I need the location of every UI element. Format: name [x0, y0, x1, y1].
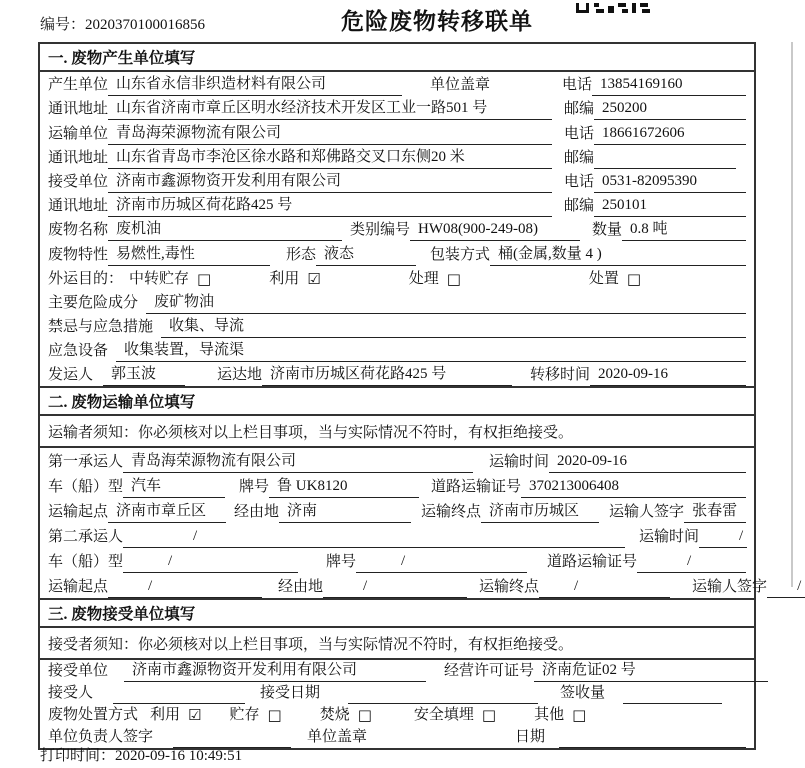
row-purpose: [40, 266, 754, 290]
receiver-value: 济南市鑫源物资开发利用有限公司: [124, 658, 426, 682]
carrier1-permit-value: 370213006408: [521, 478, 746, 498]
print-time: [40, 744, 242, 765]
purpose-option-label: 中转贮存: [129, 270, 190, 287]
receiver-label: 接受单位: [48, 663, 109, 680]
section3-title: 三. 废物接受单位填写: [40, 600, 754, 628]
date-value: [559, 745, 746, 748]
disposal-option-label: 利用: [150, 707, 181, 724]
date-label: 日期: [515, 729, 546, 746]
checkbox-other: □: [572, 706, 587, 725]
row-carrier1-route: [40, 498, 754, 523]
form-value: 液态: [316, 242, 416, 266]
carrier2-permit-value: /: [637, 553, 746, 573]
shipper-value: 郭玉波: [103, 362, 185, 386]
carrier-sign-label: 运输人签字: [609, 504, 685, 521]
road-permit-label: 道路运输证号: [431, 479, 522, 496]
packing-value: 桶(金属,数量 4 ): [490, 242, 746, 266]
carrier2-vehicle-value: /: [123, 553, 298, 573]
manager-sign-label: 单位负责人签字: [48, 729, 154, 746]
row-transporter-address: [40, 145, 754, 169]
checkbox-utilize: ☑: [188, 706, 202, 725]
carrier1-time-value: 2020-09-16: [549, 453, 746, 473]
carrier1-vehicle-value: 汽车: [123, 474, 225, 498]
row-equipment: [40, 338, 754, 362]
dest-value: 济南市历城区荷花路425 号: [262, 362, 512, 386]
section-producer: [40, 44, 754, 386]
carrier2-terminus-value: /: [539, 578, 670, 598]
receiver-value: 济南市鑫源物资开发利用有限公司: [108, 169, 552, 193]
section-transporter: [40, 386, 802, 598]
qr-code-icon: [576, 0, 654, 18]
quantity-label: 数量: [592, 222, 623, 239]
shipper-label: 发运人: [48, 367, 94, 384]
row-waste-character: [40, 241, 754, 265]
transporter-phone-value: 18661672606: [594, 125, 746, 145]
carrier1-terminus-value: 济南市历城区: [481, 499, 599, 523]
section2-title: 二. 废物运输单位填写: [40, 388, 754, 416]
checkbox-landfill: □: [481, 706, 497, 725]
serial-value: 2020370100016856: [85, 17, 206, 33]
checkbox-utilize: ☑: [307, 269, 321, 288]
purpose-option-label: 利用: [269, 270, 300, 287]
permit-label: 经营许可证号: [444, 663, 535, 680]
character-value: 易燃性,毒性: [108, 242, 270, 266]
disposal-option-label: 贮存: [229, 707, 260, 724]
carrier1-plate-value: 鲁 UK8120: [269, 474, 419, 498]
receiver-notice: 接受者须知：你必须核对以上栏目事项，当与实际情况不符时，有权拒绝接受。: [40, 628, 754, 660]
dest-label: 运达地: [217, 367, 263, 384]
checkbox-store: □: [267, 706, 282, 725]
purpose-option-label: 处理: [408, 270, 439, 287]
carrier1-via-value: 济南: [279, 499, 411, 523]
checkbox-treat: □: [446, 269, 461, 288]
row-carrier2-route: [40, 573, 802, 598]
row-carrier1: [40, 448, 754, 473]
row-hazard: [40, 290, 754, 314]
via-label: 经由地: [234, 504, 280, 521]
carrier2-time-value: /: [699, 528, 747, 548]
disposal-option-label: 安全填埋: [413, 707, 474, 724]
category-value: HW08(900-249-08): [410, 221, 580, 241]
row-receiver-address: [40, 193, 754, 217]
row-producer: [40, 72, 754, 96]
producer-label: 产生单位: [48, 77, 109, 94]
zip-label: 邮编: [564, 149, 595, 166]
hazard-value: 废矿物油: [146, 290, 746, 314]
plate-label: 牌号: [326, 554, 357, 571]
row-carrier2-vehicle: [40, 548, 754, 573]
category-label: 类别编号: [350, 222, 411, 239]
zip-label: 邮编: [564, 198, 595, 215]
phone-label: 电话: [564, 173, 595, 190]
road-permit-label: 道路运输证号: [547, 554, 638, 571]
row-producer-address: [40, 96, 754, 120]
recipient-label: 接受人: [48, 685, 94, 702]
carrier1-label: 第一承运人: [48, 454, 124, 471]
via-label: 经由地: [278, 579, 324, 596]
transporter-label: 运输单位: [48, 125, 109, 142]
receive-date-label: 接受日期: [260, 685, 321, 702]
disposal-label: 废物处置方式: [48, 707, 139, 724]
row-waste-name: [40, 217, 754, 241]
row-taboo: [40, 314, 754, 338]
hazard-label: 主要危险成分: [48, 294, 139, 311]
row-receiver: [40, 169, 754, 193]
checkbox-dispose: □: [626, 269, 642, 288]
carrier2-via-value: /: [323, 578, 467, 598]
seal-label: 单位盖章: [430, 77, 491, 94]
address-label: 通讯地址: [48, 101, 109, 118]
carrier1-value: 青岛海荣源物流有限公司: [123, 449, 473, 473]
form-label: 形态: [286, 246, 317, 263]
transporter-value: 青岛海荣源物流有限公司: [108, 121, 552, 145]
producer-address-value: 山东省济南市章丘区明水经济技术开发区工业一路501 号: [108, 96, 552, 120]
permit-value: 济南危证02 号: [534, 658, 768, 682]
transfer-time-label: 转移时间: [530, 367, 591, 384]
checkbox-incinerate: □: [357, 706, 372, 725]
row-carrier2: [40, 523, 754, 548]
carrier2-plate-value: /: [356, 553, 527, 573]
purpose-label: 外运目的：: [48, 270, 124, 287]
row-transporter: [40, 120, 754, 144]
purpose-option-label: 处置: [588, 270, 619, 287]
carrier2-origin-value: /: [108, 578, 262, 598]
producer-zip-value: 250200: [594, 100, 746, 120]
row-receive-unit: [40, 660, 754, 682]
terminus-label: 运输终点: [479, 579, 540, 596]
row-disposal: [40, 704, 754, 726]
packing-label: 包装方式: [430, 246, 491, 263]
transfer-time-value: 2020-09-16: [590, 366, 746, 386]
row-carrier1-vehicle: [40, 473, 754, 498]
transport-time-label: 运输时间: [489, 454, 550, 471]
carrier2-label: 第二承运人: [48, 529, 124, 546]
waste-name-label: 废物名称: [48, 222, 109, 239]
address-label: 通讯地址: [48, 149, 109, 166]
taboo-value: 收集、导流: [161, 314, 746, 338]
transport-time-label: 运输时间: [639, 529, 700, 546]
form-box: [38, 42, 802, 750]
checkbox-transfer-storage: □: [197, 269, 212, 288]
row-shipper: [40, 362, 754, 386]
waste-name-value: 废机油: [108, 217, 342, 241]
row-recipient: [40, 682, 754, 704]
scan-edge-line: [791, 42, 793, 587]
print-time-label: 打印时间：: [40, 748, 116, 764]
taboo-label: 禁忌与应急措施: [48, 319, 154, 336]
phone-label: 电话: [564, 125, 595, 142]
producer-phone-value: 13854169160: [592, 76, 746, 96]
transporter-address-value: 山东省青岛市李沧区徐水路和郑佛路交叉口东侧20 米: [108, 145, 552, 169]
disposal-option-label: 焚烧: [319, 707, 350, 724]
transporter-zip-value: [594, 166, 736, 169]
carrier2-sign-value: /: [767, 578, 805, 598]
vehicle-type-label: 车（船）型: [48, 554, 124, 571]
plate-label: 牌号: [239, 479, 270, 496]
terminus-label: 运输终点: [421, 504, 482, 521]
serial-label: 编号：: [40, 17, 86, 33]
signed-qty-label: 签收量: [560, 685, 606, 702]
address-label: 通讯地址: [48, 198, 109, 215]
origin-label: 运输起点: [48, 579, 109, 596]
section-receiver: [40, 598, 754, 748]
transporter-notice: 运输者须知：你必须核对以上栏目事项，当与实际情况不符时，有权拒绝接受。: [40, 416, 754, 448]
receiver-zip-value: 250101: [594, 197, 746, 217]
section1-title: 一. 废物产生单位填写: [40, 44, 754, 72]
print-time-value: 2020-09-16 10:49:51: [115, 748, 243, 764]
receiver-address-value: 济南市历城区荷花路425 号: [108, 193, 552, 217]
character-label: 废物特性: [48, 246, 109, 263]
carrier2-value: /: [123, 528, 625, 548]
quantity-value: 0.8 吨: [622, 217, 746, 241]
origin-label: 运输起点: [48, 504, 109, 521]
producer-value: 山东省永信非织造材料有限公司: [108, 72, 402, 96]
carrier-sign-label: 运输人签字: [692, 579, 768, 596]
carrier1-sign-value: 张春雷: [684, 499, 746, 523]
seal-label: 单位盖章: [307, 729, 368, 746]
zip-label: 邮编: [564, 101, 595, 118]
page-title: 危险废物转移联单: [341, 9, 533, 34]
carrier1-origin-value: 济南市章丘区: [108, 499, 226, 523]
receiver-label: 接受单位: [48, 173, 109, 190]
equipment-value: 收集装置，导流渠: [116, 338, 746, 362]
receiver-phone-value: 0531-82095390: [594, 173, 746, 193]
disposal-option-label: 其他: [534, 707, 565, 724]
phone-label: 电话: [562, 77, 593, 94]
signed-qty-value: [623, 701, 722, 704]
vehicle-type-label: 车（船）型: [48, 479, 124, 496]
equipment-label: 应急设备: [48, 343, 109, 360]
